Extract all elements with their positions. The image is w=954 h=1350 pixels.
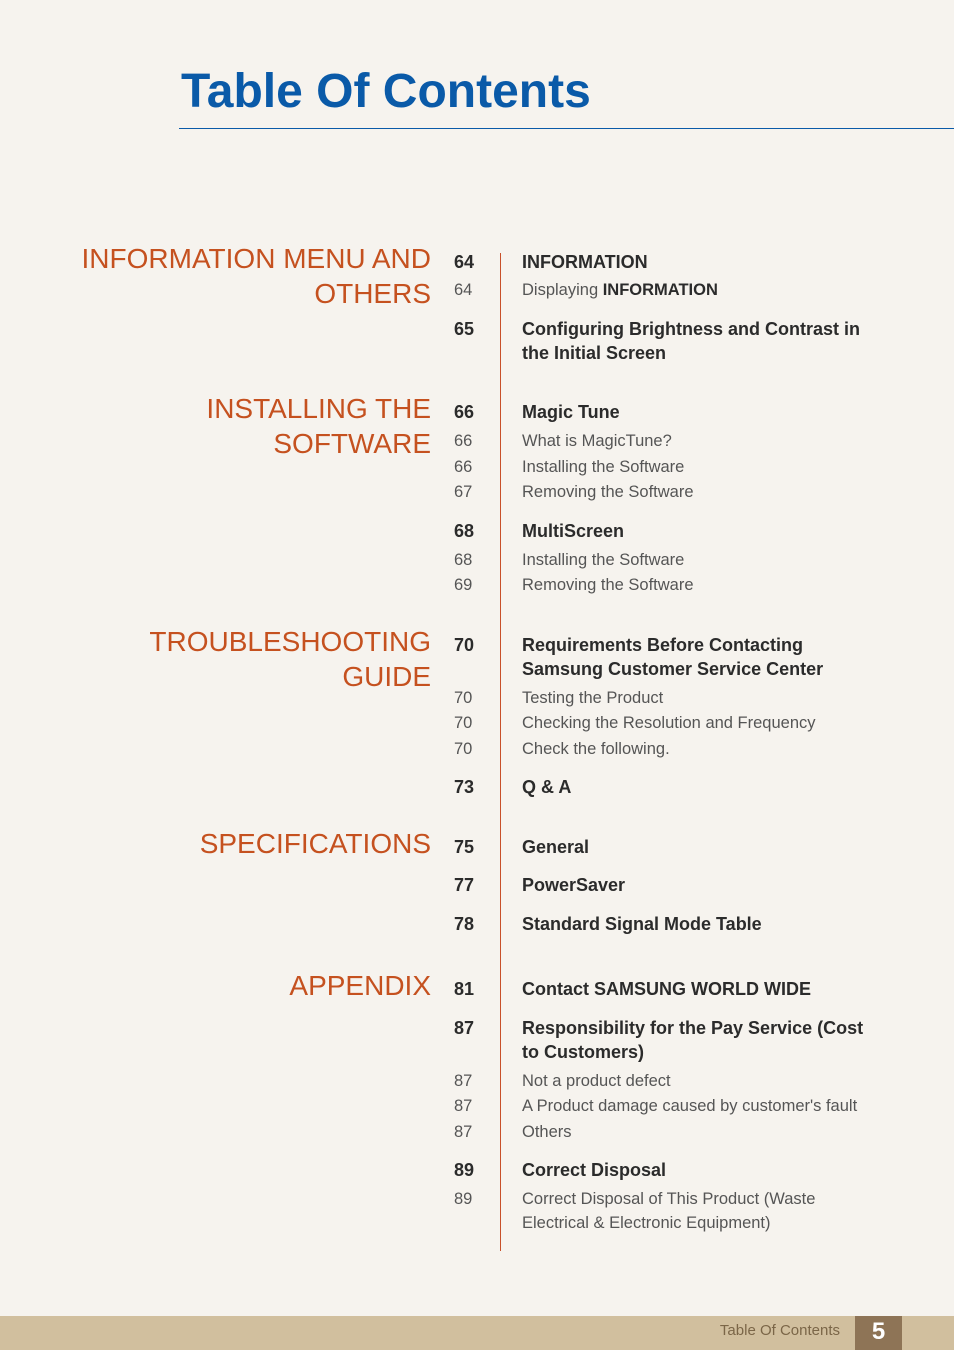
toc-page: 75	[454, 837, 475, 857]
section-title-appendix	[289, 968, 431, 1003]
toc-page: 68	[454, 551, 473, 569]
toc-label: A Product damage caused by customer's fault	[522, 1097, 858, 1115]
toc-label: General	[522, 837, 590, 857]
toc-page: 70	[454, 689, 473, 707]
toc-label: Responsibility for the Pay Service (Cost to Customers)	[522, 1018, 864, 1062]
toc-label: Checking the Resolution and Frequency	[522, 714, 816, 732]
toc-label: INFORMATION	[522, 252, 648, 272]
toc-label: Standard Signal Mode Table	[522, 914, 762, 934]
toc-label: PowerSaver	[522, 875, 626, 895]
toc-label: Not a product defect	[522, 1072, 671, 1090]
toc-page: 70	[454, 714, 473, 732]
toc-page: 87	[454, 1123, 473, 1141]
footer-label: Table Of Contents	[719, 1322, 840, 1339]
toc-label: Q & A	[522, 777, 572, 797]
toc-label: Contact SAMSUNG WORLD WIDE	[522, 979, 811, 999]
page-number: 5	[855, 1316, 902, 1350]
toc-page: 68	[454, 521, 475, 541]
toc-label: Correct Disposal of This Product (Waste Electrical & Electronic Equipment)	[522, 1190, 816, 1232]
section-title-line: TROUBLESHOOTING	[149, 626, 431, 657]
toc-page: 67	[454, 483, 473, 501]
toc-label: Installing the Software	[522, 551, 685, 569]
section-title-line: GUIDE	[342, 661, 431, 692]
section-title-line: INFORMATION MENU AND	[81, 243, 431, 274]
section-title-installing	[206, 391, 431, 461]
toc-page: 64	[454, 252, 475, 272]
toc-label: What is MagicTune?	[522, 432, 672, 450]
section-title-information	[82, 241, 431, 311]
page-title: Table Of Contents	[181, 65, 591, 118]
toc-page: 70	[454, 740, 473, 758]
toc-page: 87	[454, 1072, 473, 1090]
toc-page: 81	[454, 979, 475, 999]
toc-label: Magic Tune	[522, 402, 620, 422]
toc-page: 66	[454, 432, 473, 450]
toc-label: Configuring Brightness and Contrast in the Initial Screen	[522, 319, 860, 363]
section-title-line: SPECIFICATIONS	[199, 828, 431, 859]
toc-page: 69	[454, 576, 473, 594]
toc-label: Removing the Software	[522, 483, 694, 501]
section-title-line: APPENDIX	[289, 970, 431, 1001]
toc-label: Requirements Before Contacting Samsung Customer Service Center	[522, 635, 824, 679]
toc-label: Check the following.	[522, 740, 670, 758]
toc-label: Testing the Product	[522, 689, 664, 707]
toc-page: 65	[454, 319, 475, 339]
title-rule	[179, 128, 954, 129]
column-divider	[500, 253, 501, 1251]
toc-label: Others	[522, 1123, 572, 1141]
toc-page: 87	[454, 1018, 475, 1038]
toc-page: 73	[454, 777, 475, 797]
toc-page: 87	[454, 1097, 473, 1115]
toc-page: 66	[454, 402, 475, 422]
toc-page: 78	[454, 914, 475, 934]
section-title-line: SOFTWARE	[273, 428, 431, 459]
toc-page: 89	[454, 1190, 473, 1208]
section-title-troubleshooting	[149, 624, 431, 694]
toc-label: Installing the Software	[522, 458, 685, 476]
toc-label: Displaying INFORMATION	[522, 281, 718, 299]
toc-page: 64	[454, 281, 473, 299]
section-title-line: INSTALLING THE	[206, 393, 431, 424]
section-title-line: OTHERS	[314, 278, 431, 309]
toc-page: 77	[454, 875, 475, 895]
toc-label: Correct Disposal	[522, 1160, 667, 1180]
section-title-specifications	[200, 826, 431, 861]
toc-page: 89	[454, 1160, 475, 1180]
toc-label: Removing the Software	[522, 576, 694, 594]
toc-page: 70	[454, 635, 475, 655]
toc-page: 66	[454, 458, 473, 476]
toc-label: MultiScreen	[522, 521, 625, 541]
